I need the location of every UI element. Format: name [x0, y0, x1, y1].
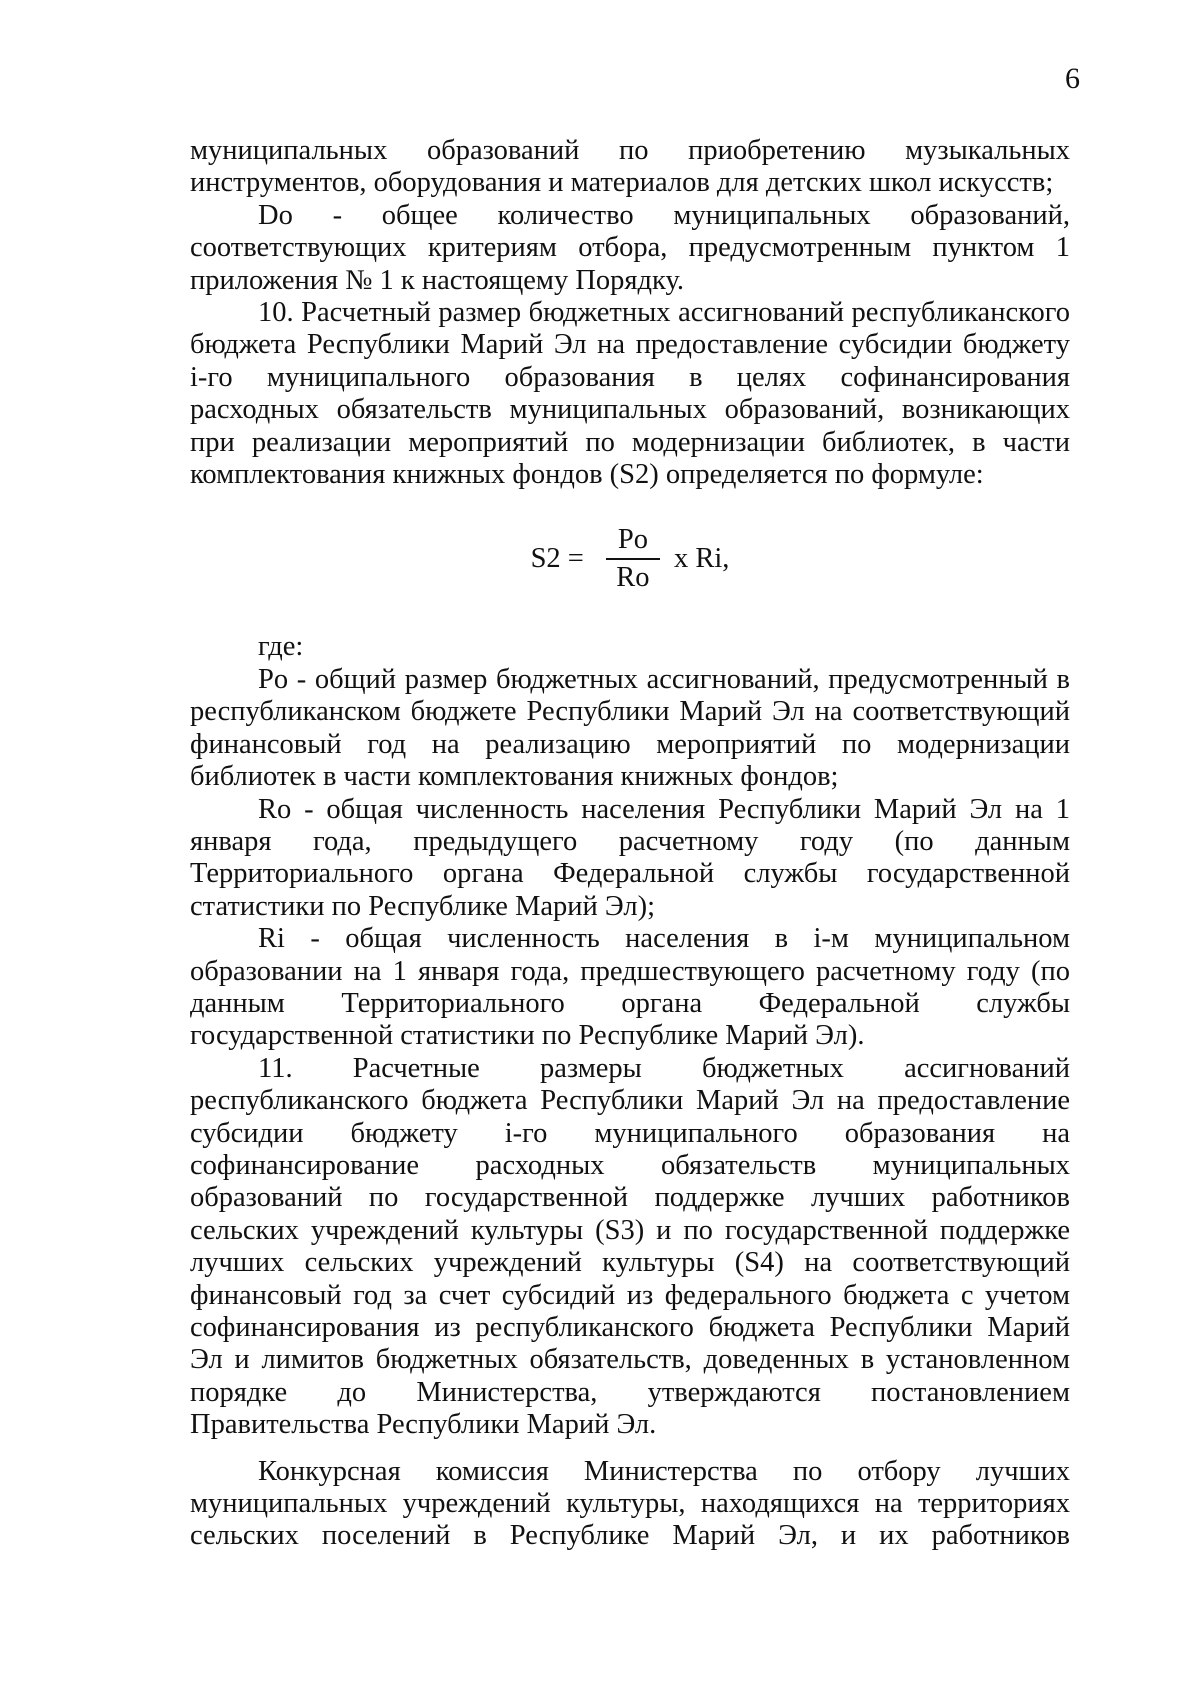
- formula-denominator: Ro: [616, 562, 650, 594]
- paragraph-ro-definition: Ro - общая численность населения Республики Марий Эл на 1 января года, предыдущего расчетному году (по данным Территориального органа Федеральной службы государственной статистики по Республике Марий Эл);: [190, 793, 1070, 922]
- paragraph-ri-definition: Ri - общая численность населения в i-м муниципальном образовании на 1 января года, предшествующего расчетному году (по данным Территориального органа Федеральной службы государственной статистики по Республике Марий Эл).: [190, 923, 1070, 1052]
- document-body: [190, 135, 1070, 1553]
- paragraph-gap: [190, 1442, 1070, 1456]
- formula-fraction: [606, 524, 660, 594]
- paragraph-commission: Конкурсная комиссия Министерства по отбору лучших муниципальных учреждений культуры, находящихся на территориях сельских поселений в Республике Марий Эл, и их работников: [190, 1455, 1070, 1552]
- paragraph-item-11: 11. Расчетные размеры бюджетных ассигнований республиканского бюджета Республики Марий Эл на предоставление субсидии бюджету i-го муниципального образования на софинансирование расходных обязательств муниципальных образований по государственной поддержке лучших работников сельских учреждений культуры (S3) и по государственной поддержке лучших сельских учреждений культуры (S4) на соответствующий финансовый год за счет субсидий из федерального бюджета с учетом софинансирования из республиканского бюджета Республики Марий Эл и лимитов бюджетных обязательств, доведенных в установленном порядке до Министерства, утверждаются постановлением Правительства Республики Марий Эл.: [190, 1052, 1070, 1441]
- formula-numerator: Po: [606, 524, 660, 560]
- paragraph-do-definition: Do - общее количество муниципальных образований, соответствующих критериям отбора, предусмотренным пунктом 1 приложения № 1 к настоящему Порядку.: [190, 199, 1070, 296]
- paragraph-po-definition: Po - общий размер бюджетных ассигнований, предусмотренный в республиканском бюджете Республики Марий Эл на соответствующий финансовый год на реализацию мероприятий по модернизации библиотек в части комплектования книжных фондов;: [190, 663, 1070, 793]
- page-number: 6: [1065, 62, 1080, 95]
- formula-rhs: x Ri,: [673, 543, 730, 575]
- paragraph-continuation: муниципальных образований по приобретению музыкальных инструментов, оборудования и материалов для детских школ искусств;: [190, 135, 1070, 199]
- formula-lhs: S2 =: [530, 543, 584, 575]
- formula-s2: [190, 509, 1070, 609]
- paragraph-item-10: 10. Расчетный размер бюджетных ассигнований республиканского бюджета Республики Марий Эл на предоставление субсидии бюджету i-го муниципального образования в целях софинансирования расходных обязательств муниципальных образований, возникающих при реализации мероприятий по модернизации библиотек, в части комплектования книжных фондов (S2) определяется по формуле:: [190, 297, 1070, 491]
- where-label: где:: [258, 631, 304, 663]
